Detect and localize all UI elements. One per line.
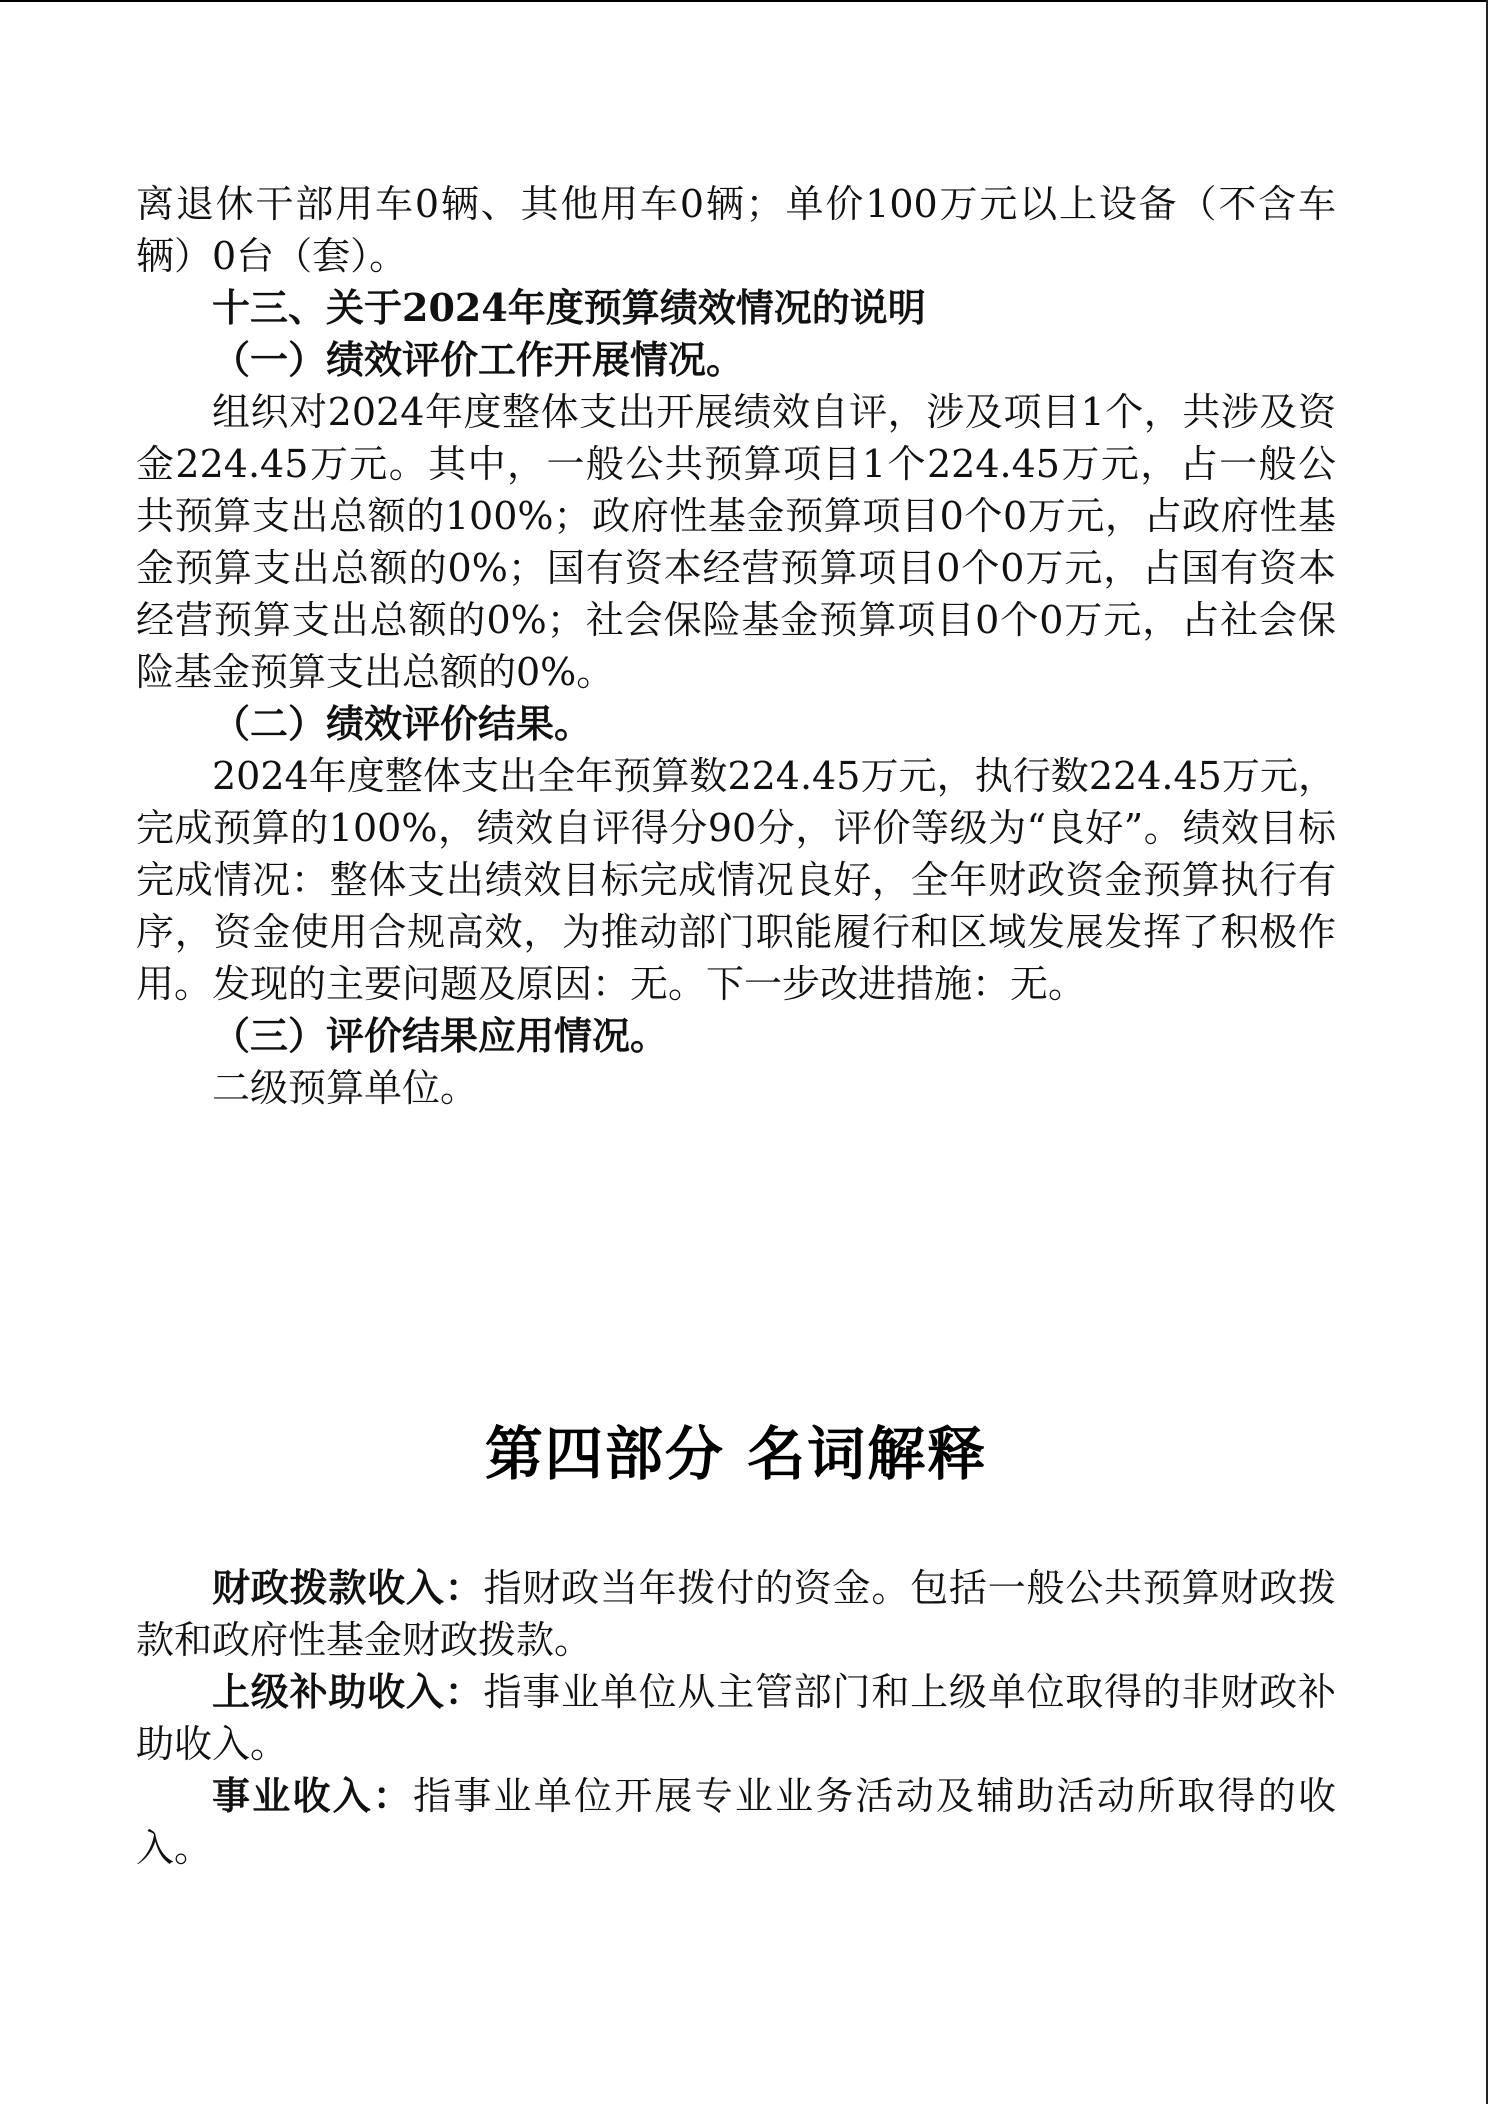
- vehicle-paragraph: 离退休干部用车0辆、其他用车0辆；单价100万元以上设备（不含车辆）0台（套）。: [136, 182, 1336, 278]
- term-definition-fiscal-appropriation: [136, 1562, 1336, 1666]
- part-4-title: 第四部分 名词解释: [484, 1420, 988, 1488]
- subsection-1-heading: （一）绩效评价工作开展情况。: [212, 337, 745, 382]
- evaluation-result-paragraph: 2024年度整体支出全年预算数224.45万元，执行数224.45万元，完成预算的100%，绩效自评得分90分，评价等级为“良好”。绩效目标完成情况：整体支出绩效目标完成情况良好，全年财政资金预算执行有序，资金使用合规高效，为推动部门职能履行和区域发展发挥了积极作用。发现的主要问题及原因：无。下一步改进措施：无。: [136, 754, 1336, 1006]
- evaluation-work-paragraph: 组织对2024年度整体支出开展绩效自评，涉及项目1个，共涉及资金224.45万元。其中，一般公共预算项目1个224.45万元，占一般公共预算支出总额的100%；政府性基金预算项目0个0万元，占政府性基金预算支出总额的0%；国有资本经营预算项目0个0万元，占国有资本经营预算支出总额的0%；社会保险基金预算项目0个0万元，占社会保险基金预算支出总额的0%。: [136, 390, 1336, 694]
- subsection-2-heading: （二）绩效评价结果。: [212, 701, 593, 746]
- term-label: 事业收入：: [212, 1773, 414, 1818]
- section-13-heading: 十三、关于2024年度预算绩效情况的说明: [212, 285, 926, 330]
- term-label: 上级补助收入：: [212, 1669, 484, 1714]
- term-definition-superior-subsidy: [136, 1666, 1336, 1770]
- term-label: 财政拨款收入：: [212, 1565, 484, 1610]
- document-body: [136, 178, 1336, 1874]
- result-application-paragraph: 二级预算单位。: [212, 1066, 479, 1110]
- term-definition-business-income: [136, 1770, 1336, 1874]
- title-gap: [136, 1494, 1336, 1562]
- term-definition: 指事业单位开展专业业务活动及辅助活动所取得的收入。: [136, 1774, 1336, 1870]
- subsection-3-heading: （三）评价结果应用情况。: [212, 1013, 669, 1058]
- section-gap: [136, 1114, 1336, 1414]
- term-definition: 指事业单位从主管部门和上级单位取得的非财政补助收入。: [136, 1670, 1336, 1766]
- term-definition: 指财政当年拨付的资金。包括一般公共预算财政拨款和政府性基金财政拨款。: [136, 1566, 1336, 1662]
- page-top-border: [0, 0, 1488, 2]
